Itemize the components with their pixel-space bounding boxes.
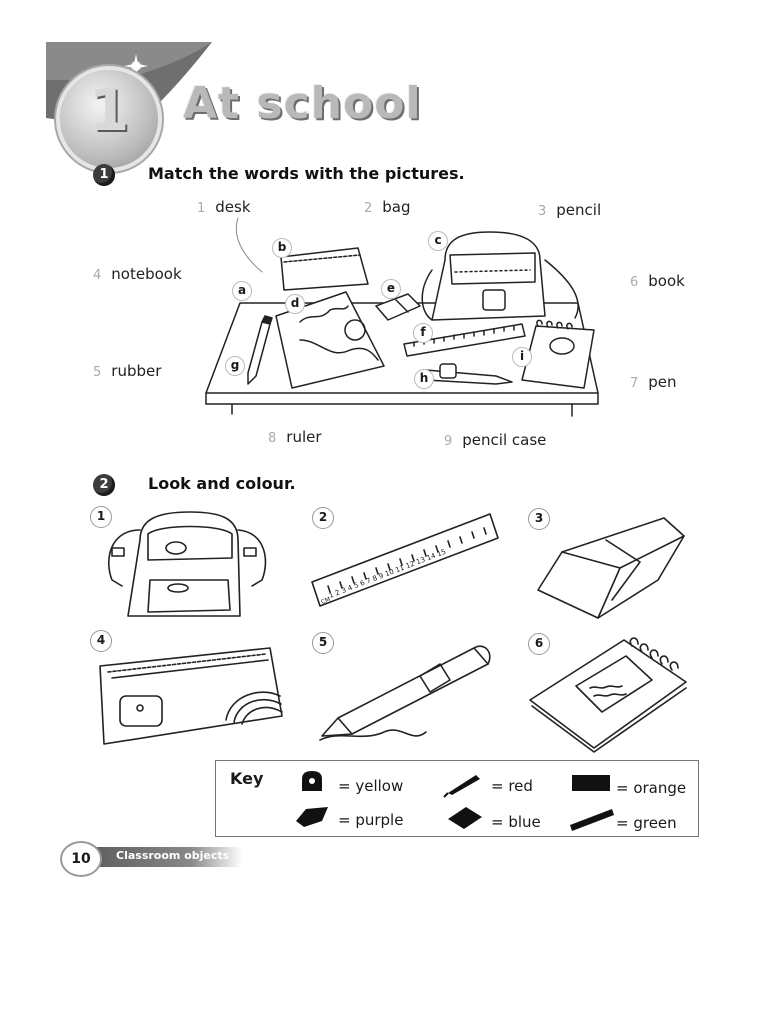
key-item-blue: = blue: [491, 813, 541, 831]
ruler-unit: CM: [320, 595, 332, 606]
picture-label-c: c: [428, 231, 448, 251]
picture-label-d: d: [285, 294, 305, 314]
rubber-icon: [538, 518, 684, 618]
ruler-icon: [570, 809, 614, 831]
word-book: 6 book: [630, 272, 685, 290]
notebook-icon: [530, 638, 686, 752]
picture-number-1: 1: [90, 506, 112, 528]
footer-section-title: Classroom objects: [116, 849, 230, 862]
word-pencil: 3 pencil: [538, 201, 602, 219]
pen-icon: [444, 775, 480, 797]
word-bag: 2 bag: [364, 198, 411, 216]
colour-key: [215, 760, 699, 837]
ruler-icon: [312, 514, 498, 606]
key-item-red: = red: [491, 777, 533, 795]
picture-label-g: g: [225, 356, 245, 376]
exercise-2-instruction: Look and colour.: [148, 474, 296, 493]
exercise-2-badge: 2: [93, 474, 115, 496]
key-item-orange: = orange: [616, 779, 687, 797]
notebook-icon: [448, 807, 482, 829]
picture-number-5: 5: [312, 632, 334, 654]
word-pen: 7 pen: [630, 373, 677, 391]
rubber-icon: [296, 807, 328, 827]
page-title: At school: [183, 78, 422, 129]
picture-number-6: 6: [528, 633, 550, 655]
picture-label-a: a: [232, 281, 252, 301]
key-title: Key: [230, 769, 264, 788]
pen-icon: [320, 646, 490, 740]
picture-label-f: f: [413, 323, 433, 343]
exercise-1-instruction: Match the words with the pictures.: [148, 164, 465, 183]
pencil-case-icon: [100, 648, 282, 744]
word-pencil-case: 9 pencil case: [444, 431, 547, 449]
bag-icon: [302, 771, 322, 791]
key-item-green: = green: [616, 814, 677, 832]
picture-label-e: e: [381, 279, 401, 299]
picture-label-b: b: [272, 238, 292, 258]
ruler-marks: 1 2 3 4 5 6 7 8 9 10 11 12 13 14 15: [327, 547, 448, 600]
key-item-purple: = purple: [338, 811, 404, 829]
pencil-case-icon: [572, 775, 610, 791]
picture-number-2: 2: [312, 507, 334, 529]
picture-number-3: 3: [528, 508, 550, 530]
word-ruler: 8 ruler: [268, 428, 322, 446]
bag-icon: [109, 512, 266, 616]
exercise-1-badge: 1: [93, 164, 115, 186]
picture-number-4: 4: [90, 630, 112, 652]
page-number: 10: [60, 841, 102, 877]
picture-label-i: i: [512, 347, 532, 367]
word-rubber: 5 rubber: [93, 362, 162, 380]
unit-number: 1: [88, 76, 130, 144]
word-notebook: 4 notebook: [93, 265, 182, 283]
picture-label-h: h: [414, 369, 434, 389]
word-desk: 1 desk: [197, 198, 251, 216]
key-item-yellow: = yellow: [338, 777, 404, 795]
